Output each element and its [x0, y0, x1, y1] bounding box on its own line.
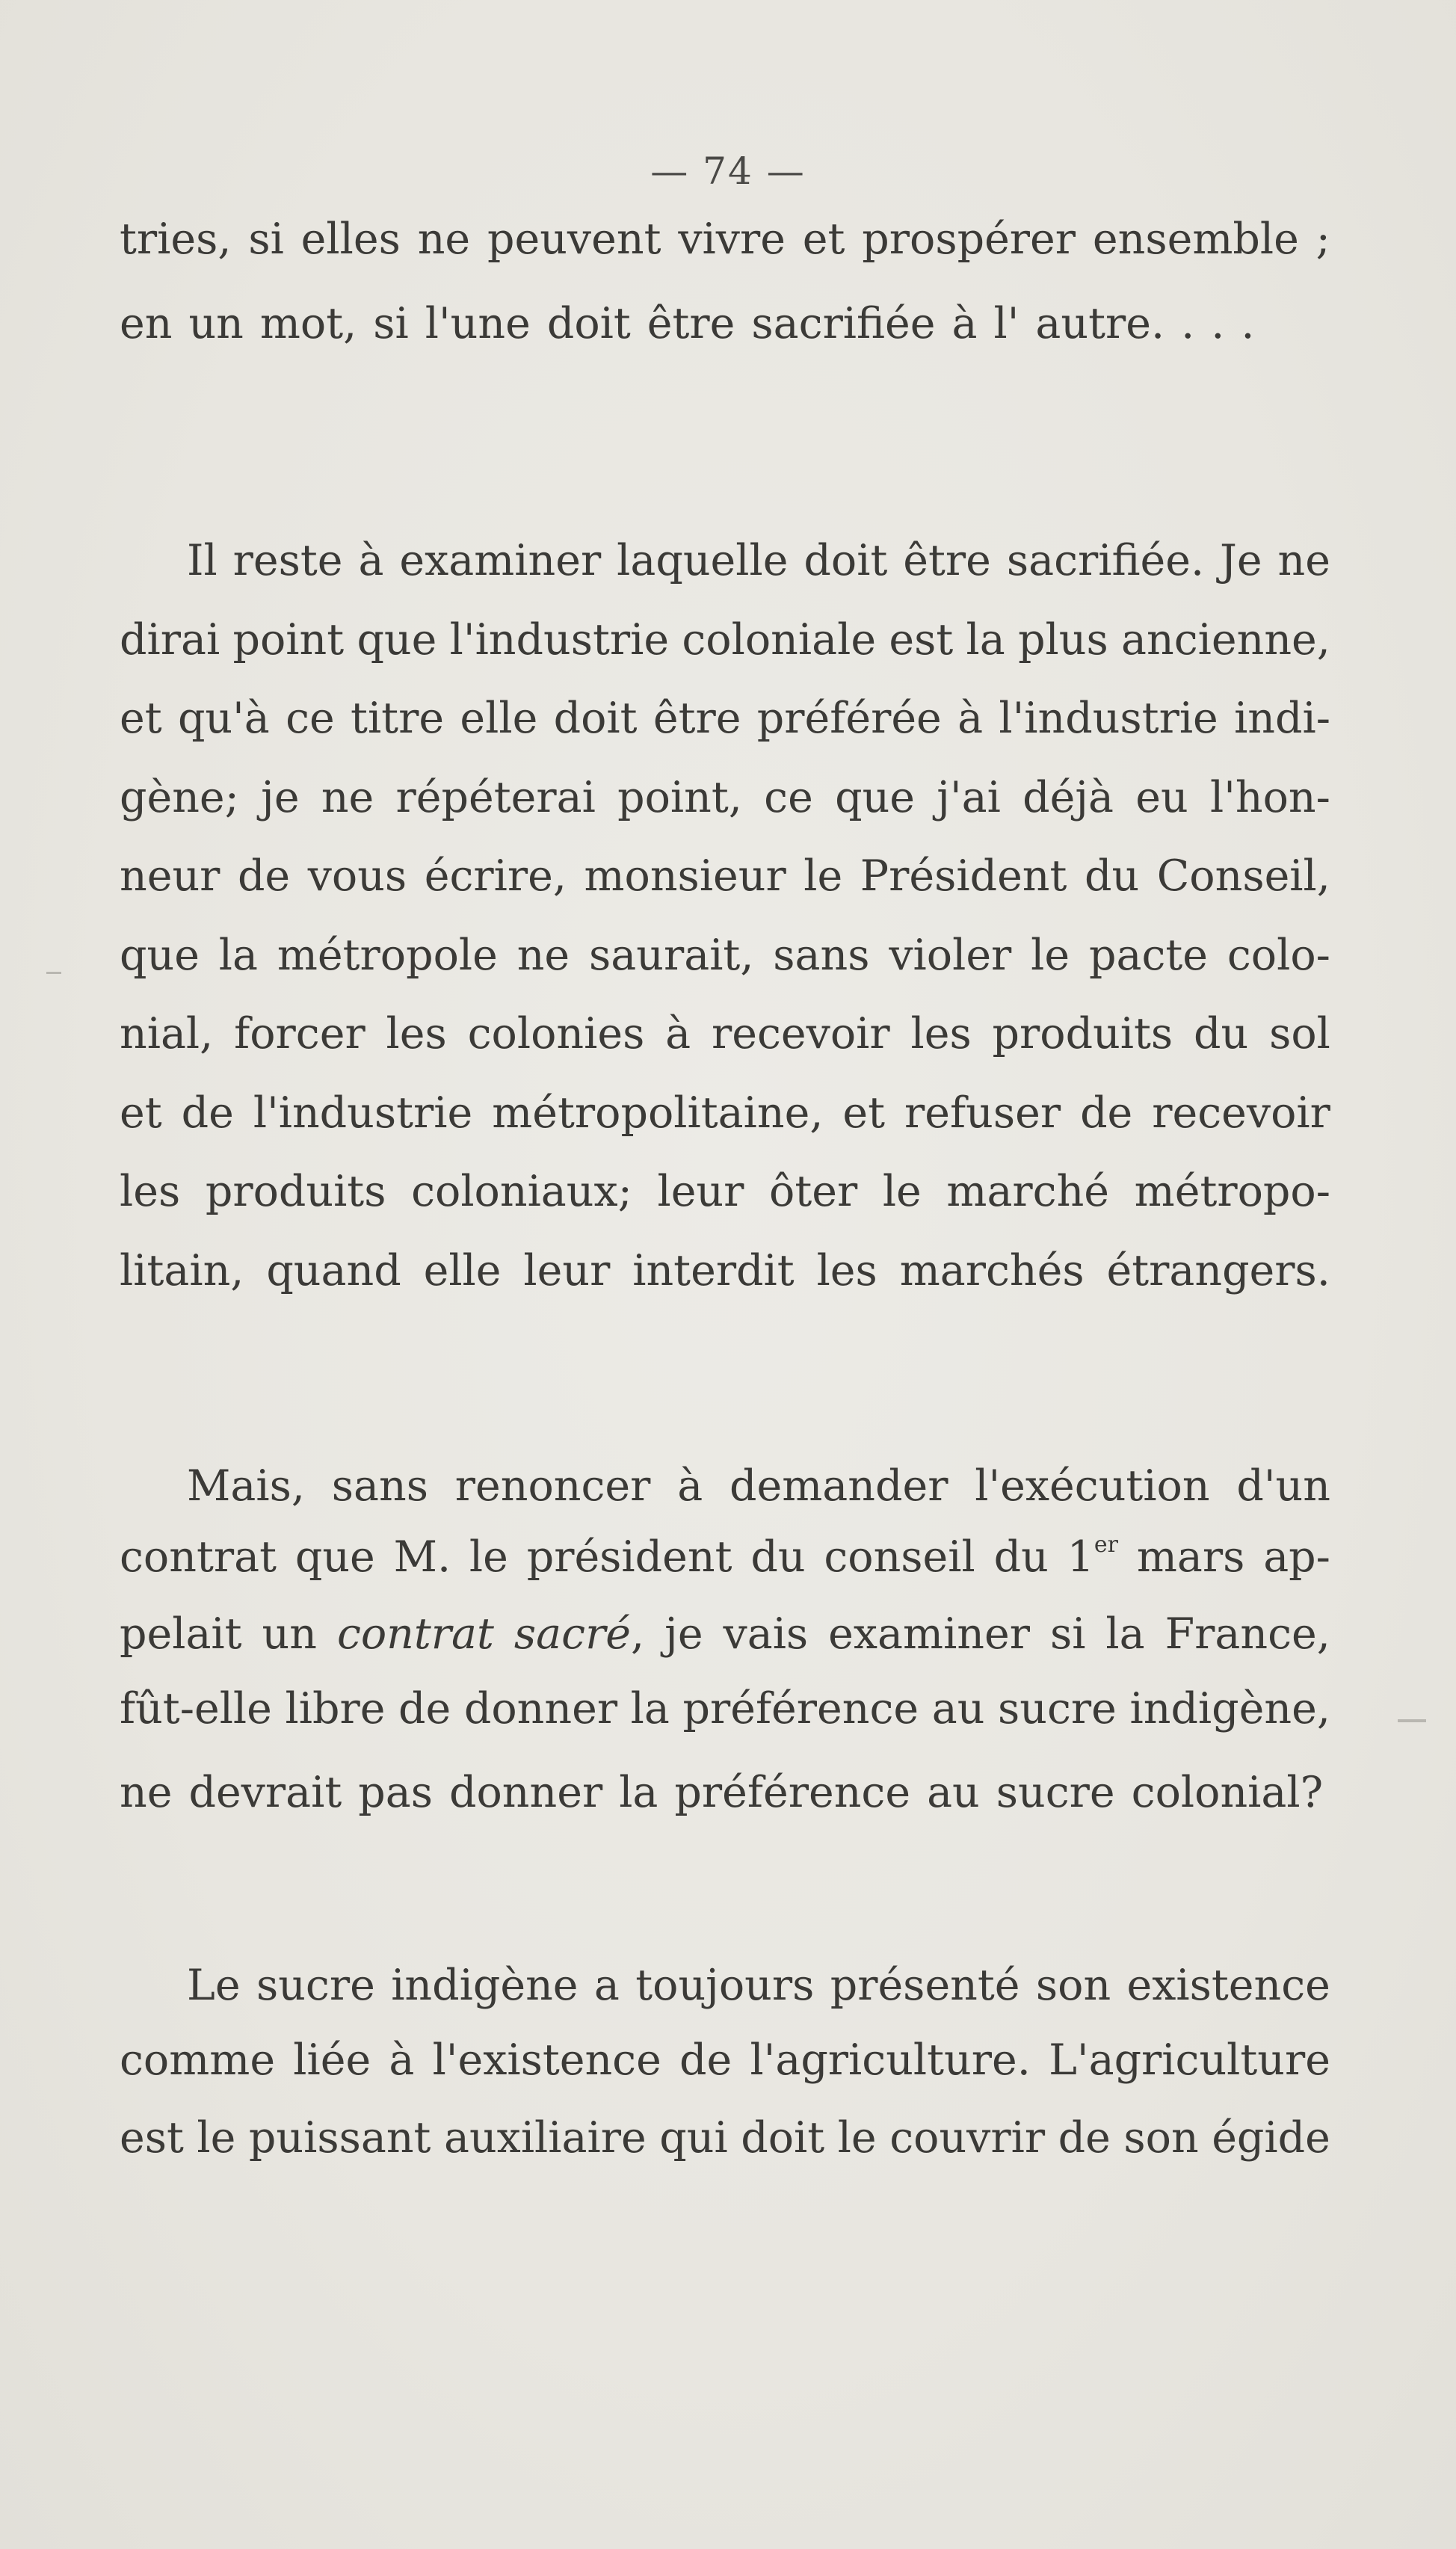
- word: Conseil,: [1156, 851, 1330, 901]
- word: titre: [351, 694, 445, 743]
- word: mars: [1136, 1532, 1245, 1582]
- word: Mais,: [187, 1461, 305, 1511]
- text-line: [120, 1246, 1330, 1295]
- word: renoncer: [454, 1461, 651, 1511]
- word: au: [931, 1684, 985, 1733]
- word: leur: [523, 1246, 611, 1295]
- word: Il: [187, 536, 218, 585]
- word: du: [1194, 1009, 1249, 1058]
- word: du: [993, 1532, 1049, 1582]
- word: elles: [300, 215, 401, 264]
- word: un: [262, 1609, 317, 1659]
- word: sans: [773, 931, 870, 980]
- word: sacrifiée: [751, 299, 936, 348]
- word: neur: [120, 851, 220, 901]
- word: ne: [417, 215, 471, 264]
- word: autre.: [1035, 299, 1165, 348]
- word: litain,: [120, 1246, 244, 1295]
- word: France,: [1165, 1609, 1330, 1659]
- word: la: [1105, 1609, 1145, 1659]
- word: demander: [729, 1461, 948, 1511]
- word: sucre: [998, 1684, 1117, 1733]
- word: les: [910, 1009, 972, 1058]
- word: les: [386, 1009, 447, 1058]
- word: la: [966, 615, 1005, 665]
- word: à: [677, 1461, 703, 1511]
- scan-mark: [46, 972, 61, 974]
- word: produits: [992, 1009, 1173, 1058]
- word: puissant: [248, 2113, 431, 2163]
- word: le: [197, 2113, 236, 2163]
- word: pacte: [1088, 931, 1209, 980]
- text-line: [120, 299, 1330, 348]
- word: l'industrie: [999, 694, 1218, 743]
- word: reste: [232, 536, 343, 585]
- word: Président: [860, 851, 1067, 901]
- word: le: [469, 1532, 508, 1582]
- word: devrait: [188, 1768, 342, 1817]
- word: comme: [120, 2035, 276, 2085]
- word: nial,: [120, 1009, 214, 1058]
- word: si: [248, 215, 284, 264]
- word: d'un: [1236, 1461, 1330, 1511]
- word: est: [889, 615, 954, 665]
- word: ôter: [769, 1167, 858, 1216]
- word: préférence: [682, 1684, 919, 1733]
- word: 1er: [1067, 1532, 1118, 1582]
- word: libre: [285, 1684, 386, 1733]
- word: le: [803, 851, 843, 901]
- word: le: [837, 2113, 877, 2163]
- word: et: [802, 215, 845, 264]
- word: préférence: [674, 1768, 911, 1817]
- word: que: [120, 931, 200, 980]
- word: la: [218, 931, 258, 980]
- word: de: [679, 2035, 732, 2085]
- word: préférée: [756, 694, 942, 743]
- word: être: [653, 694, 741, 743]
- text-line: [120, 1532, 1330, 1582]
- word: recevoir: [712, 1009, 890, 1058]
- word: dirai: [120, 615, 220, 665]
- word: marchés: [899, 1246, 1085, 1295]
- word: qui: [659, 2113, 728, 2163]
- word: coloniale: [682, 615, 877, 665]
- word: au: [927, 1768, 980, 1817]
- word: elle: [423, 1246, 502, 1295]
- word: leur: [657, 1167, 744, 1216]
- word: existence: [1126, 1961, 1330, 2010]
- word: j'ai: [937, 773, 1001, 822]
- word: l'agriculture.: [750, 2035, 1031, 2085]
- word: la: [630, 1684, 670, 1733]
- word: que: [294, 1532, 375, 1582]
- text-line: [120, 851, 1330, 901]
- word: colonies: [467, 1009, 645, 1058]
- word: de: [1080, 1088, 1133, 1138]
- word: du: [1084, 851, 1140, 901]
- word: sucre: [256, 1961, 375, 2010]
- word: doit: [803, 536, 888, 585]
- word: peuvent: [487, 215, 661, 264]
- word: point,: [617, 773, 742, 822]
- word: que: [357, 615, 437, 665]
- word: son: [1123, 2113, 1199, 2163]
- text-line: [120, 215, 1330, 264]
- word: sol: [1269, 1009, 1330, 1058]
- word: marché: [946, 1167, 1110, 1216]
- text-line: [120, 1609, 1330, 1659]
- word: en: [120, 299, 173, 348]
- word: métropole: [277, 931, 498, 980]
- word: un: [188, 299, 244, 348]
- word: le: [1031, 931, 1070, 980]
- word: les: [816, 1246, 877, 1295]
- word: produits: [205, 1167, 386, 1216]
- word: pas: [358, 1768, 433, 1817]
- text-line: [187, 536, 1330, 585]
- word: sacré,: [513, 1609, 645, 1659]
- word: si: [1049, 1609, 1086, 1659]
- word: examiner: [399, 536, 602, 585]
- word: ce: [764, 773, 813, 822]
- word: et: [120, 1088, 162, 1138]
- word: à: [957, 694, 984, 743]
- word: de: [181, 1088, 234, 1138]
- word: sucre: [996, 1768, 1115, 1817]
- word: eu: [1135, 773, 1188, 822]
- word: .: [1211, 299, 1225, 348]
- word: ancienne,: [1121, 615, 1330, 665]
- word: violer: [889, 931, 1012, 980]
- word: ;: [1315, 215, 1330, 264]
- word: ensemble: [1092, 215, 1299, 264]
- word: écrire,: [424, 851, 567, 901]
- word: forcer: [234, 1009, 365, 1058]
- text-line: [120, 773, 1330, 822]
- word: la: [619, 1768, 658, 1817]
- word: liée: [293, 2035, 371, 2085]
- word: auxiliaire: [443, 2113, 647, 2163]
- word: je: [664, 1609, 703, 1659]
- word: si: [373, 299, 409, 348]
- word: Je: [1220, 536, 1262, 585]
- word: indi-: [1234, 694, 1330, 743]
- word: donner: [463, 1684, 618, 1733]
- text-line: [120, 931, 1330, 980]
- word: de: [1058, 2113, 1111, 2163]
- text-line: [187, 1961, 1330, 2010]
- word: l'exécution: [975, 1461, 1210, 1511]
- word: les: [120, 1167, 181, 1216]
- word: examiner: [828, 1609, 1030, 1659]
- word: doit: [553, 694, 638, 743]
- word: plus: [1018, 615, 1108, 665]
- word: de: [398, 1684, 451, 1733]
- word: L'agriculture: [1049, 2035, 1330, 2085]
- word: métropo-: [1134, 1167, 1330, 1216]
- word: indigène: [391, 1961, 579, 2010]
- text-line: [120, 2035, 1330, 2085]
- word: donner: [448, 1768, 603, 1817]
- word: et: [120, 694, 162, 743]
- text-line: [120, 2113, 1330, 2163]
- word: que: [835, 773, 916, 822]
- word: sans: [331, 1461, 428, 1511]
- word: mot,: [259, 299, 357, 348]
- word: pelait: [120, 1609, 242, 1659]
- word: ce: [286, 694, 335, 743]
- word: présenté: [830, 1961, 1020, 2010]
- word: égide: [1212, 2113, 1330, 2163]
- word: être: [903, 536, 991, 585]
- word: contrat: [120, 1532, 277, 1582]
- text-line: [120, 1009, 1330, 1058]
- word: colonial?: [1131, 1768, 1324, 1817]
- word: l'industrie: [449, 615, 670, 665]
- word: du: [750, 1532, 806, 1582]
- word: répéterai: [395, 773, 596, 822]
- word: vais: [723, 1609, 809, 1659]
- text-line: [187, 1461, 1330, 1511]
- text-line: [120, 615, 1330, 665]
- word: son: [1035, 1961, 1111, 2010]
- word: ne: [120, 1768, 173, 1817]
- word: tries,: [120, 215, 232, 264]
- word: quand: [266, 1246, 401, 1295]
- word: ne: [1277, 536, 1330, 585]
- word: à: [358, 536, 384, 585]
- word: de: [237, 851, 291, 901]
- word: laquelle: [617, 536, 789, 585]
- word: indigène,: [1129, 1684, 1330, 1733]
- word: déjà: [1022, 773, 1114, 822]
- word: ap-: [1263, 1532, 1330, 1582]
- scan-mark: [1398, 1719, 1426, 1722]
- word: président: [526, 1532, 732, 1582]
- word: doit: [741, 2113, 825, 2163]
- word: colo-: [1227, 931, 1330, 980]
- word: qu'à: [177, 694, 270, 743]
- word: à: [951, 299, 978, 348]
- word: vous: [307, 851, 407, 901]
- word: doit: [546, 299, 631, 348]
- word: est: [120, 2113, 184, 2163]
- word: je: [261, 773, 300, 822]
- word: Le: [187, 1961, 241, 2010]
- text-line: [120, 1167, 1330, 1216]
- word: refuser: [904, 1088, 1061, 1138]
- word: le: [882, 1167, 922, 1216]
- word: sacrifiée.: [1006, 536, 1205, 585]
- word: monsieur: [584, 851, 786, 901]
- word: fût-elle: [120, 1684, 272, 1733]
- text-line: [120, 1684, 1330, 1733]
- text-line: [120, 1768, 1330, 1817]
- word: prospérer: [862, 215, 1076, 264]
- word: l'industrie: [253, 1088, 473, 1138]
- word: coloniaux;: [411, 1167, 632, 1216]
- word: l'hon-: [1209, 773, 1330, 822]
- text-line: [120, 1088, 1330, 1138]
- word: recevoir: [1152, 1088, 1330, 1138]
- word: l'une: [425, 299, 531, 348]
- word: a: [593, 1961, 620, 2010]
- word: interdit: [632, 1246, 795, 1295]
- word: et: [842, 1088, 886, 1138]
- word: vivre: [678, 215, 786, 264]
- word: M.: [393, 1532, 451, 1582]
- word: saurait,: [589, 931, 754, 980]
- word: point: [232, 615, 345, 665]
- word: métropolitaine,: [492, 1088, 824, 1138]
- word: étrangers.: [1106, 1246, 1330, 1295]
- word: à: [665, 1009, 691, 1058]
- word: l': [993, 299, 1019, 348]
- word: ne: [516, 931, 570, 980]
- word: gène;: [120, 773, 239, 822]
- word: elle: [460, 694, 538, 743]
- word: toujours: [635, 1961, 815, 2010]
- text-line: [120, 694, 1330, 743]
- page-number: — 74 —: [650, 150, 806, 193]
- word: contrat: [336, 1609, 494, 1659]
- word: .: [1181, 299, 1195, 348]
- word: couvrir: [889, 2113, 1046, 2163]
- word: .: [1241, 299, 1255, 348]
- word: à: [389, 2035, 415, 2085]
- word: être: [647, 299, 735, 348]
- word: l'existence: [432, 2035, 661, 2085]
- word: ne: [321, 773, 374, 822]
- word: conseil: [824, 1532, 975, 1582]
